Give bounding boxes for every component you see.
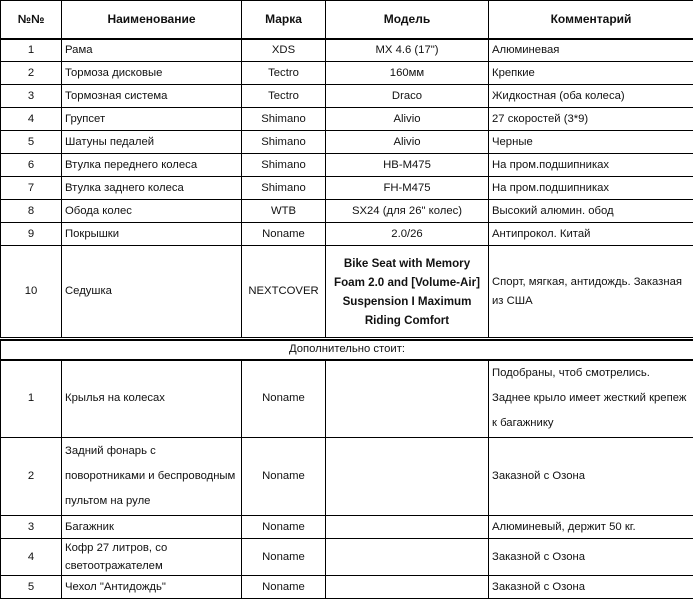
- section-banner-label: Дополнительно стоит:: [1, 340, 693, 360]
- cell-number: 1: [1, 39, 62, 62]
- cell-name: Рама: [62, 39, 242, 62]
- table-row: [1, 438, 693, 516]
- cell-number: 5: [1, 131, 62, 154]
- cell-name: Кофр 27 литров, со светоотражателем: [62, 539, 242, 576]
- table-row: [1, 576, 693, 599]
- cell-brand: Noname: [242, 516, 326, 539]
- cell-model: Alivio: [326, 131, 489, 154]
- cell-brand: Noname: [242, 539, 326, 576]
- cell-comment: Высокий алюмин. обод: [489, 200, 693, 223]
- cell-name: Покрышки: [62, 223, 242, 246]
- cell-number: 5: [1, 576, 62, 599]
- cell-brand: Noname: [242, 576, 326, 599]
- cell-comment: На пром.подшипниках: [489, 177, 693, 200]
- cell-name: Чехол "Антидождь": [62, 576, 242, 599]
- cell-brand: Tectro: [242, 85, 326, 108]
- table-row-seat: [1, 246, 693, 338]
- cell-name: Втулка заднего колеса: [62, 177, 242, 200]
- cell-comment: Антипрокол. Китай: [489, 223, 693, 246]
- cell-brand: Shimano: [242, 154, 326, 177]
- cell-brand: Tectro: [242, 62, 326, 85]
- cell-comment: Жидкостная (оба колеса): [489, 85, 693, 108]
- cell-model: Draco: [326, 85, 489, 108]
- cell-name: Задний фонарь с поворотниками и беспроводным пультом на руле: [62, 438, 242, 516]
- table-header-row: [1, 1, 693, 39]
- cell-number: 10: [1, 246, 62, 338]
- table-row: [1, 39, 693, 62]
- cell-comment: Крепкие: [489, 62, 693, 85]
- cell-model: [326, 539, 489, 576]
- cell-brand: Noname: [242, 360, 326, 438]
- cell-name: Групсет: [62, 108, 242, 131]
- table-row: [1, 223, 693, 246]
- cell-brand: Shimano: [242, 131, 326, 154]
- cell-model: [326, 438, 489, 516]
- cell-number: 2: [1, 438, 62, 516]
- cell-brand: Shimano: [242, 108, 326, 131]
- cell-comment: Заказной с Озона: [489, 539, 693, 576]
- cell-model: MX 4.6 (17"): [326, 39, 489, 62]
- cell-comment: Алюминевая: [489, 39, 693, 62]
- cell-number: 7: [1, 177, 62, 200]
- table-row: [1, 516, 693, 539]
- cell-number: 9: [1, 223, 62, 246]
- cell-number: 8: [1, 200, 62, 223]
- cell-number: 3: [1, 85, 62, 108]
- cell-model: SX24 (для 26" колес): [326, 200, 489, 223]
- column-header-model: Модель: [326, 1, 489, 39]
- cell-model: FH-M475: [326, 177, 489, 200]
- cell-name: Багажник: [62, 516, 242, 539]
- table-row: [1, 154, 693, 177]
- cell-brand: Noname: [242, 223, 326, 246]
- table-body-main: [1, 39, 693, 599]
- cell-number: 2: [1, 62, 62, 85]
- cell-name: Крылья на колесах: [62, 360, 242, 438]
- cell-name: Тормоза дисковые: [62, 62, 242, 85]
- cell-comment: На пром.подшипниках: [489, 154, 693, 177]
- cell-number: 4: [1, 108, 62, 131]
- cell-comment: Подобраны, чтоб смотрелись. Заднее крыло имеет жесткий крепеж к багажнику: [489, 360, 693, 438]
- cell-comment: Алюминевый, держит 50 кг.: [489, 516, 693, 539]
- cell-brand: Shimano: [242, 177, 326, 200]
- cell-model: 2.0/26: [326, 223, 489, 246]
- cell-model: [326, 516, 489, 539]
- column-header-name: Наименование: [62, 1, 242, 39]
- cell-brand: WTB: [242, 200, 326, 223]
- cell-model: [326, 576, 489, 599]
- column-header-number: №№: [1, 1, 62, 39]
- table-row: [1, 360, 693, 438]
- table-row: [1, 131, 693, 154]
- cell-comment: Заказной с Озона: [489, 576, 693, 599]
- cell-name: Тормозная система: [62, 85, 242, 108]
- cell-model: HB-M475: [326, 154, 489, 177]
- section-banner-row: [1, 340, 693, 360]
- cell-number: 3: [1, 516, 62, 539]
- cell-model: Alivio: [326, 108, 489, 131]
- cell-comment: Спорт, мягкая, антидождь. Заказная из США: [489, 246, 693, 338]
- cell-comment: Заказной с Озона: [489, 438, 693, 516]
- cell-model: [326, 360, 489, 438]
- cell-name: Седушка: [62, 246, 242, 338]
- cell-brand: XDS: [242, 39, 326, 62]
- cell-number: 4: [1, 539, 62, 576]
- table-row: [1, 62, 693, 85]
- table-row: [1, 85, 693, 108]
- cell-brand: Noname: [242, 438, 326, 516]
- column-header-brand: Марка: [242, 1, 326, 39]
- table-row: [1, 539, 693, 576]
- cell-name: Втулка переднего колеса: [62, 154, 242, 177]
- table-row: [1, 200, 693, 223]
- cell-name: Обода колес: [62, 200, 242, 223]
- cell-number: 1: [1, 360, 62, 438]
- cell-name: Шатуны педалей: [62, 131, 242, 154]
- cell-model: Bike Seat with Memory Foam 2.0 and [Volume-Air] Suspension I Maximum Riding Comfort: [326, 246, 489, 338]
- cell-brand: NEXTCOVER: [242, 246, 326, 338]
- cell-number: 6: [1, 154, 62, 177]
- table-row: [1, 108, 693, 131]
- cell-comment: 27 скоростей (3*9): [489, 108, 693, 131]
- table-row: [1, 177, 693, 200]
- cell-model: 160мм: [326, 62, 489, 85]
- column-header-comment: Комментарий: [489, 1, 693, 39]
- cell-comment: Черные: [489, 131, 693, 154]
